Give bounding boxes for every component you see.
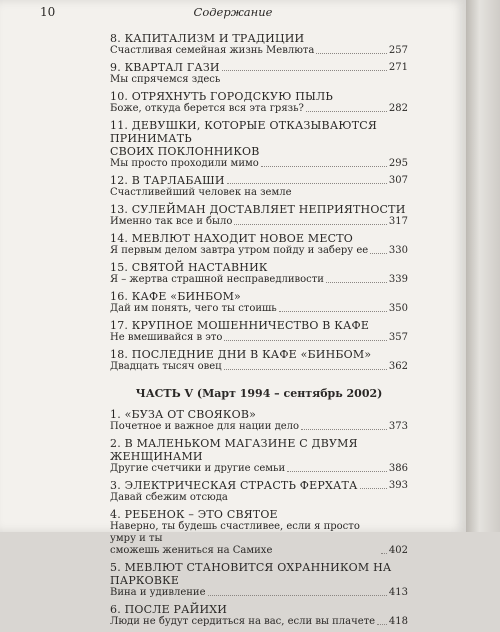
chapter-page: 271 [388, 62, 408, 73]
toc-entry [110, 561, 408, 599]
toc-entry [110, 174, 408, 199]
chapter-page: 418 [388, 616, 408, 627]
dot-leader [261, 166, 387, 167]
dot-leader [222, 70, 387, 71]
chapter-subtitle: Счастливейший человек на земле [110, 187, 292, 198]
chapter-title: 3. ЭЛЕКТРИЧЕСКАЯ СТРАСТЬ ФЕРХАТА [110, 479, 358, 492]
chapter-page: 357 [388, 332, 408, 343]
chapter-subtitle: Счастливая семейная жизнь Мевлюта [110, 45, 315, 56]
chapter-title: 17. КРУПНОЕ МОШЕННИЧЕСТВО В КАФЕ [110, 319, 370, 332]
chapter-subtitle: Мы спрячемся здесь [110, 74, 221, 85]
chapter-title: 14. МЕВЛЮТ НАХОДИТ НОВОЕ МЕСТО [110, 232, 353, 245]
table-of-contents [110, 32, 408, 632]
chapter-page: 373 [388, 421, 408, 432]
dot-leader [279, 311, 387, 312]
dot-leader [234, 224, 387, 225]
chapter-subtitle: Вина и удивление [110, 587, 206, 598]
chapter-subtitle: Другие счетчики и другие семьи [110, 463, 286, 474]
toc-entry [110, 348, 408, 373]
dot-leader [326, 282, 387, 283]
chapter-page: 317 [388, 216, 408, 227]
chapter-title: 2. В МАЛЕНЬКОМ МАГАЗИНЕ С ДВУМЯ ЖЕНЩИНАМИ [110, 437, 358, 463]
toc-entry [110, 479, 408, 504]
dot-leader [224, 369, 387, 370]
chapter-subtitle: Давай сбежим отсюда [110, 492, 228, 503]
chapter-page: 350 [388, 303, 408, 314]
chapter-title: 11. ДЕВУШКИ, КОТОРЫЕ ОТКАЗЫВАЮТСЯ ПРИНИМАТЬ СВОИХ ПОКЛОННИКОВ [110, 119, 377, 158]
page-edge [466, 0, 500, 532]
part-heading [110, 387, 408, 400]
toc-entry [110, 319, 408, 344]
chapter-title: 18. ПОСЛЕДНИЕ ДНИ В КАФЕ «БИНБОМ» [110, 348, 372, 361]
chapter-subtitle: Я – жертва страшной несправедливости [110, 274, 324, 285]
chapter-page: 386 [388, 463, 408, 474]
chapter-title: 13. СУЛЕЙМАН ДОСТАВЛЯЕТ НЕПРИЯТНОСТИ [110, 203, 406, 216]
chapter-page: 295 [388, 158, 408, 169]
dot-leader [227, 183, 387, 184]
chapter-title: 4. РЕБЕНОК – ЭТО СВЯТОЕ [110, 508, 278, 521]
dot-leader [301, 429, 387, 430]
chapter-page: 282 [388, 103, 408, 114]
chapter-subtitle: Боже, откуда берется вся эта грязь? [110, 103, 304, 114]
chapter-page: 339 [388, 274, 408, 285]
dot-leader [360, 488, 387, 489]
chapter-subtitle: Я первым делом завтра утром пойду и заберу ее [110, 245, 369, 256]
chapter-subtitle: Почетное и важное для нации дело [110, 421, 300, 432]
toc-entry [110, 203, 408, 228]
running-title: Содержание [193, 5, 273, 19]
chapter-subtitle: Дай им понять, чего ты стоишь [110, 303, 277, 314]
chapter-title: 15. СВЯТОЙ НАСТАВНИК [110, 261, 268, 274]
page-number: 10 [40, 5, 56, 19]
dot-leader [287, 471, 387, 472]
chapter-page: 393 [388, 480, 408, 491]
chapter-subtitle: Наверно, ты будешь счастливее, если я просто умру и ты сможешь жениться на Самихе [110, 521, 360, 556]
chapter-page: 257 [388, 45, 408, 56]
dot-leader [224, 340, 386, 341]
chapter-title: 9. КВАРТАЛ ГАЗИ [110, 61, 220, 74]
dot-leader [306, 111, 387, 112]
chapter-page: 330 [388, 245, 408, 256]
dot-leader [208, 595, 387, 596]
toc-entry [110, 437, 408, 475]
toc-entry [110, 508, 408, 557]
chapter-title: 12. В ТАРЛАБАШИ [110, 174, 225, 187]
toc-entry [110, 232, 408, 257]
chapter-page: 402 [388, 545, 408, 556]
toc-entry [110, 61, 408, 86]
dot-leader [370, 253, 387, 254]
toc-entry [110, 90, 408, 115]
toc-entry [110, 290, 408, 315]
chapter-page: 362 [388, 361, 408, 372]
chapter-subtitle: Мы просто проходили мимо [110, 158, 259, 169]
dot-leader [377, 624, 387, 625]
dot-leader [381, 553, 387, 554]
chapter-page: 307 [388, 175, 408, 186]
chapter-title: 8. КАПИТАЛИЗМ И ТРАДИЦИИ [110, 32, 305, 45]
chapter-title: 10. ОТРЯХНУТЬ ГОРОДСКУЮ ПЫЛЬ [110, 90, 334, 103]
chapter-subtitle: Не вмешивайся в это [110, 332, 223, 343]
toc-entry [110, 119, 408, 170]
part-label: ЧАСТЬ V [135, 387, 194, 400]
dot-leader [316, 53, 387, 54]
chapter-subtitle: Двадцать тысяч овец [110, 361, 222, 372]
toc-entry [110, 261, 408, 286]
chapter-subtitle: Именно так все и было [110, 216, 233, 227]
toc-entry [110, 603, 408, 628]
chapter-page: 413 [388, 587, 408, 598]
chapter-title: 6. ПОСЛЕ РАЙИХИ [110, 603, 228, 616]
chapter-title: 16. КАФЕ «БИНБОМ» [110, 290, 241, 303]
toc-entry [110, 408, 408, 433]
chapter-subtitle: Люди не будут сердиться на вас, если вы плачете [110, 616, 376, 627]
toc-entry [110, 32, 408, 57]
chapter-title: 5. МЕВЛЮТ СТАНОВИТСЯ ОХРАННИКОМ НА ПАРКОВКЕ [110, 561, 392, 587]
part-date-range: (Март 1994 – сентябрь 2002) [196, 387, 383, 400]
chapter-title: 1. «БУЗА ОТ СВОЯКОВ» [110, 408, 257, 421]
